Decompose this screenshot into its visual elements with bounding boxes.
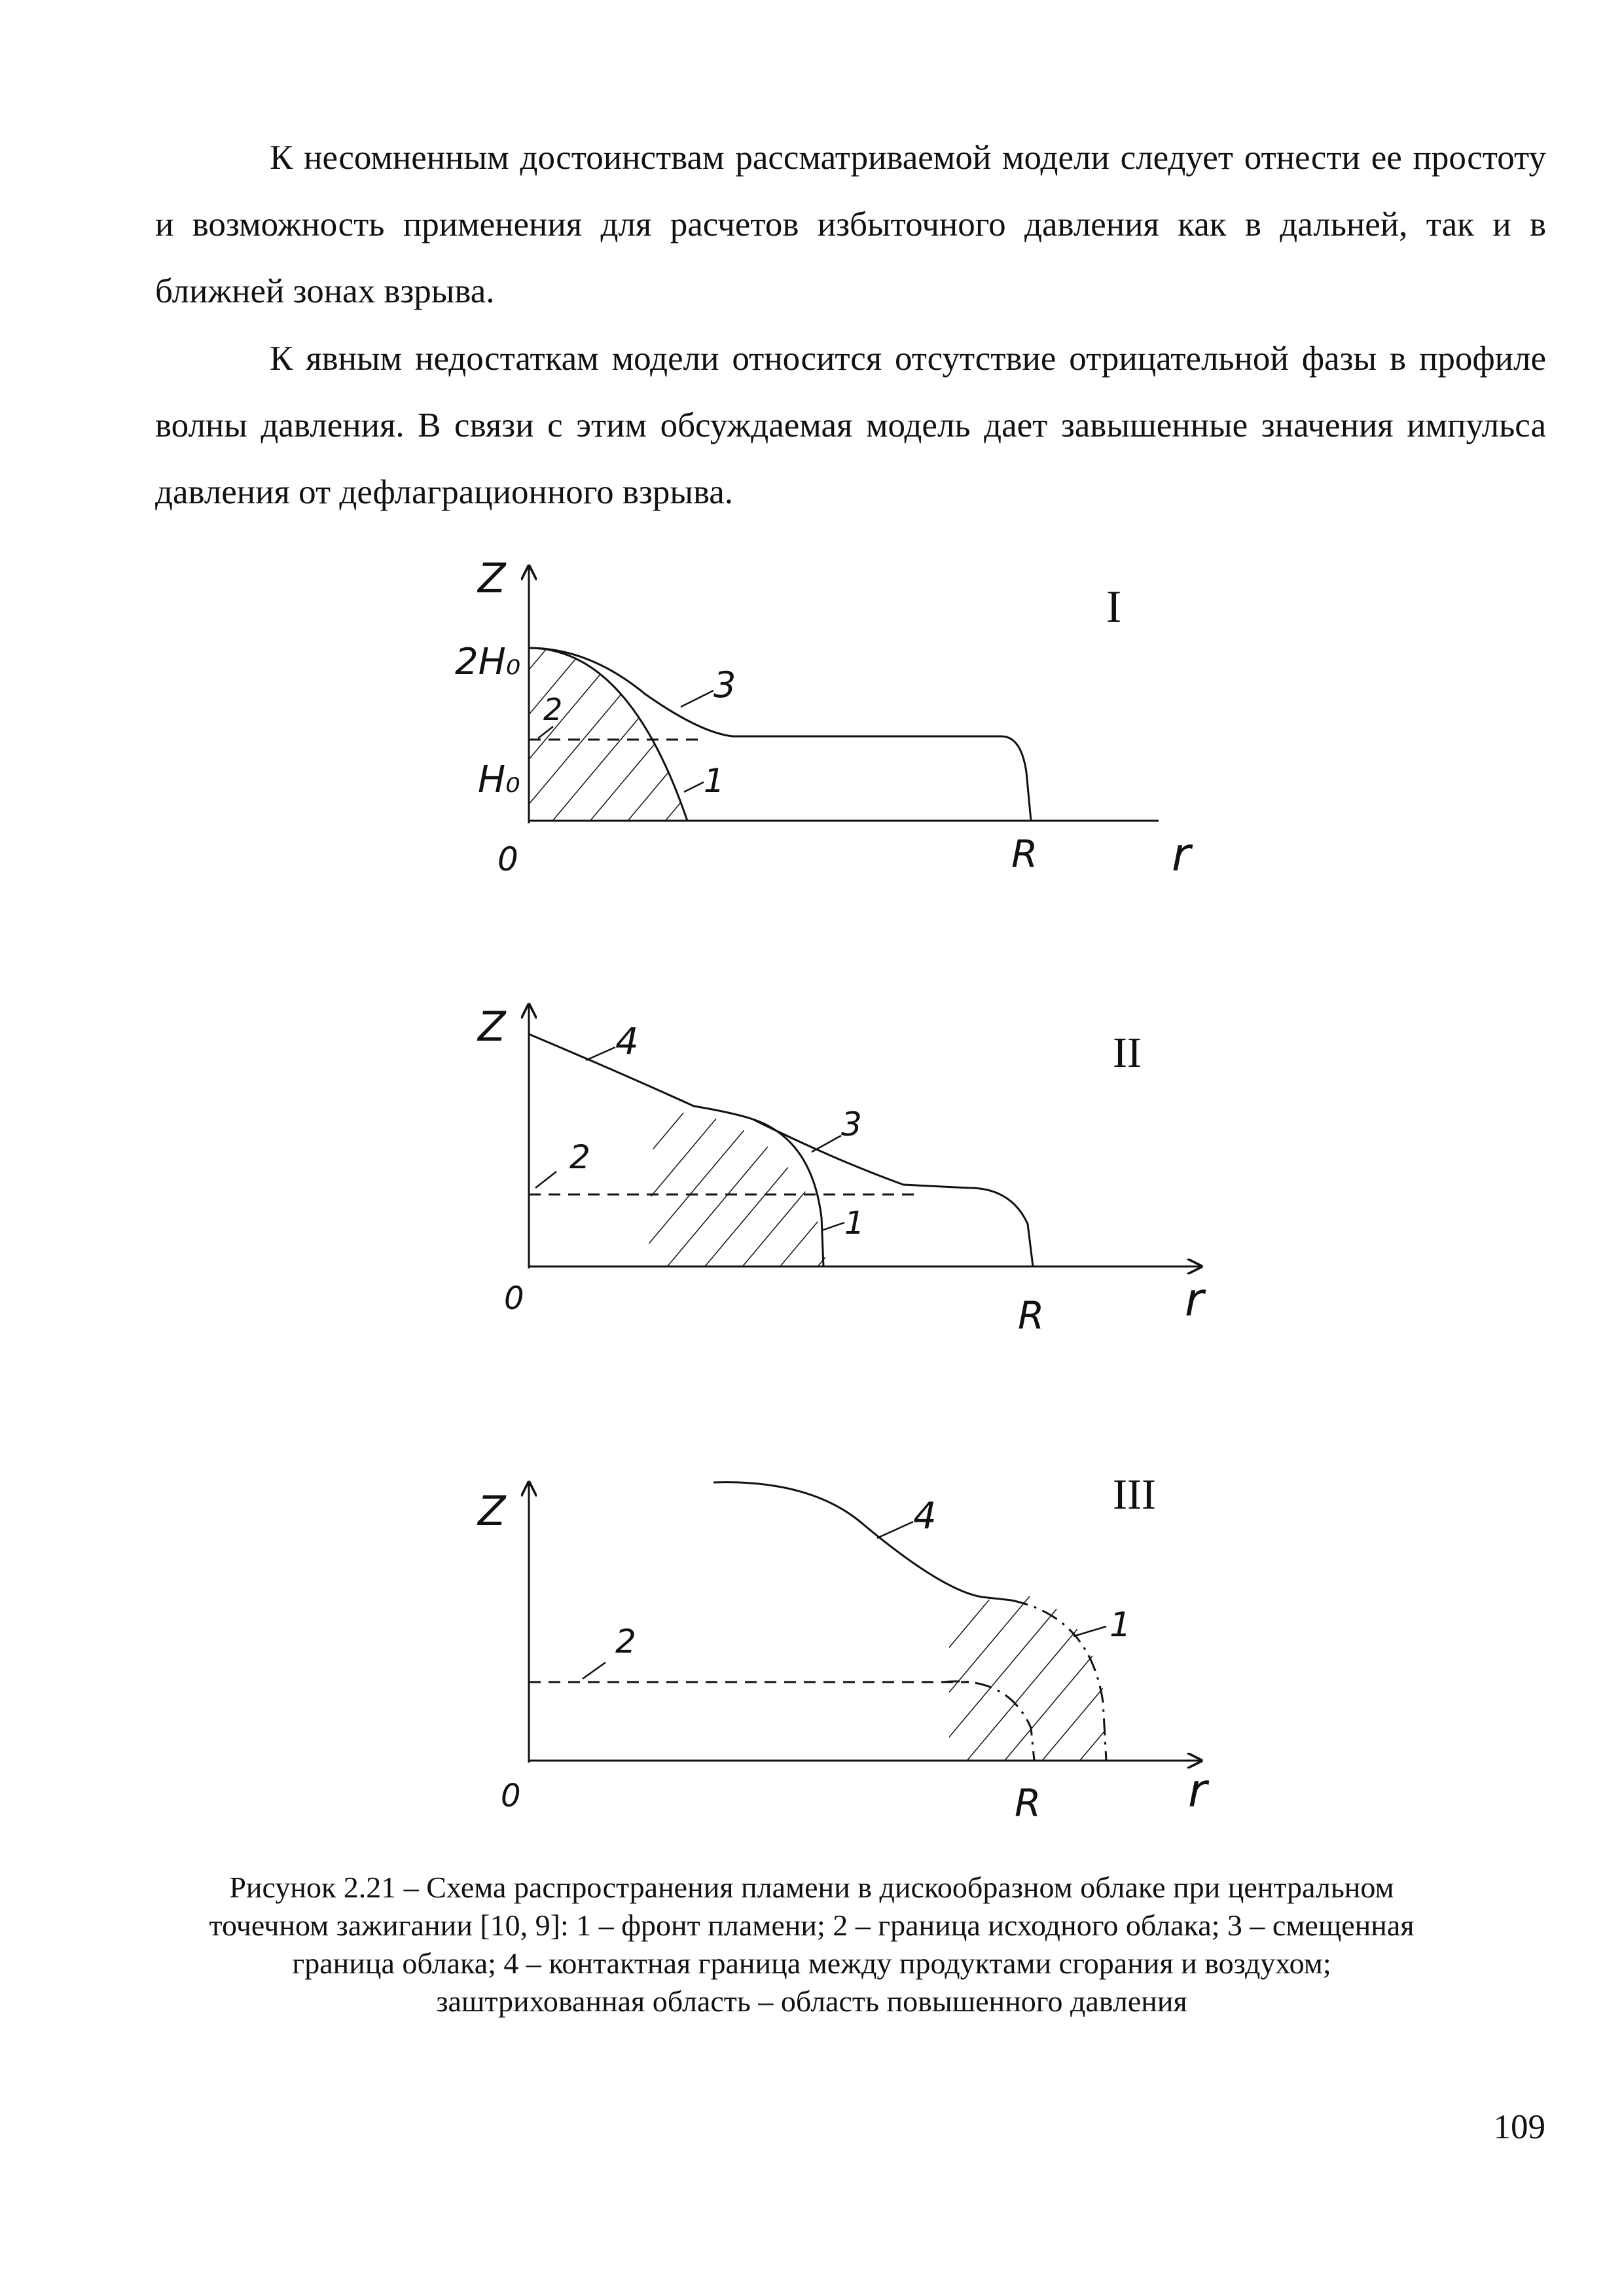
label-z-3: Z: [478, 1487, 506, 1535]
label-1: 1: [704, 762, 725, 800]
label-1b: 1: [844, 1205, 865, 1242]
page-number: 109: [1493, 2108, 1545, 2146]
label-1c: 1: [1110, 1605, 1132, 1645]
leader-2c: [583, 1662, 605, 1679]
label-z-2: Z: [478, 1003, 506, 1050]
label-h0: H₀: [478, 759, 520, 801]
label-2: 2: [543, 692, 563, 727]
paragraph-2: К явным недостаткам модели относится отсутствие отрицательной фазы в профиле волны давления. В связи с этим обсуждаемая модель дает завышенные значения импульса давления от дефлаграционного взрыва.: [155, 340, 1546, 511]
label-4c: 4: [913, 1495, 937, 1537]
caption-line-3: граница облака; 4 – контактная граница между продуктами сгорания и воздухом;: [292, 1946, 1331, 1980]
label-3: 3: [713, 664, 736, 706]
leader-4c: [877, 1522, 913, 1538]
caption-line-4: заштрихованная область – область повышенного давления: [436, 1984, 1187, 2018]
label-r-3: r: [1188, 1764, 1207, 1818]
pressure-region-2: [648, 1112, 826, 1266]
label-origin-3: 0: [501, 1778, 521, 1814]
label-2h0: 2H₀: [455, 641, 521, 683]
paragraph-1: К несомненным достоинствам рассматриваемой модели следует отнести ее простоту и возможность применения для расчетов избыточного давления как в дальней, так и в ближней зонах взрыва.: [155, 139, 1546, 310]
figure-panel-2: [0, 982, 1624, 1348]
label-3b: 3: [841, 1105, 862, 1143]
label-z: Z: [478, 554, 506, 602]
label-origin-2: 0: [504, 1280, 524, 1317]
leader-3: [681, 691, 713, 707]
leader-4: [586, 1047, 615, 1060]
caption-line-1: Рисунок 2.21 – Схема распространения пламени в дискообразном облаке при центральном: [229, 1871, 1394, 1904]
pressure-region-3: [949, 1596, 1106, 1761]
leader-3b: [812, 1136, 841, 1152]
label-2b: 2: [569, 1138, 590, 1176]
caption-line-2: точечном зажигании [10, 9]: 1 – фронт пламени; 2 – граница исходного облака; 3 – смещенная: [209, 1909, 1415, 1942]
label-r-2: r: [1185, 1273, 1204, 1327]
contact-boundary-4c: [713, 1482, 1011, 1600]
contact-boundary-4: [529, 1034, 753, 1119]
label-roman-III: III: [1113, 1471, 1156, 1518]
label-origin: 0: [497, 840, 518, 878]
label-R: R: [1011, 832, 1038, 876]
label-2c: 2: [615, 1623, 636, 1660]
label-r: r: [1172, 828, 1191, 882]
leader-1b: [821, 1223, 844, 1230]
figure-caption: [157, 1869, 1466, 2020]
figure-panel-1: [0, 537, 1624, 903]
label-roman-II: II: [1113, 1029, 1142, 1077]
leader-2b: [535, 1172, 556, 1188]
pressure-region-1: [529, 648, 687, 821]
label-R-3: R: [1015, 1781, 1041, 1825]
leader-1: [684, 782, 704, 792]
label-roman-I: I: [1106, 582, 1122, 632]
label-4: 4: [615, 1020, 639, 1063]
label-R-2: R: [1018, 1293, 1045, 1338]
figure-panel-3: [0, 1453, 1624, 1825]
